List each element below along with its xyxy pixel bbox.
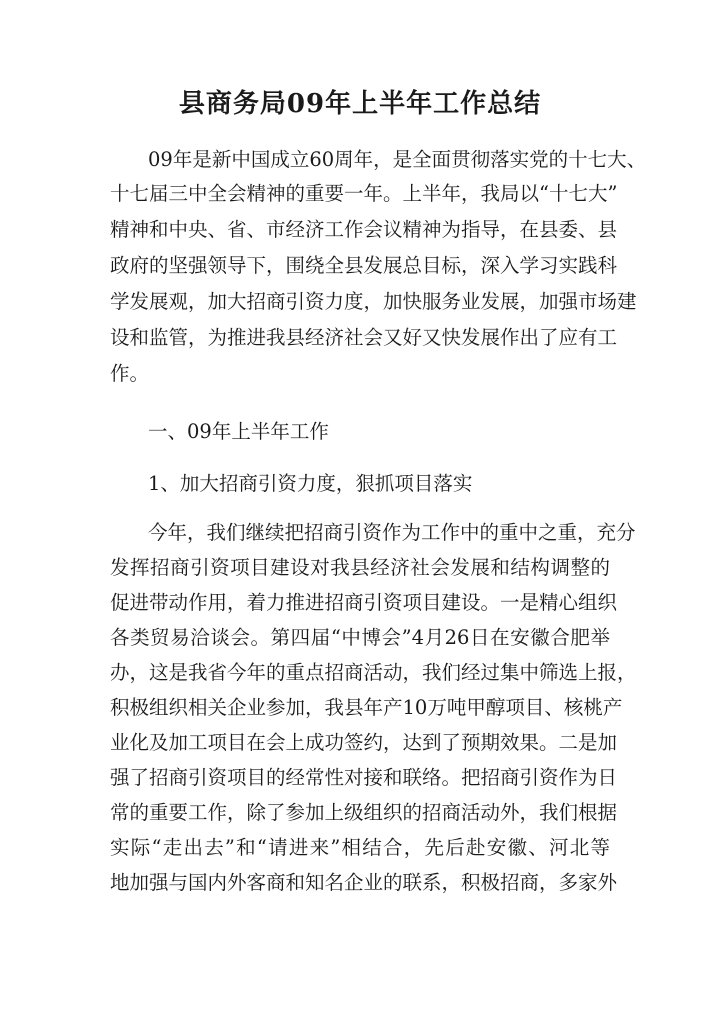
paragraph-2-line-6: 积极组织相关企业参加，我县年产10万吨甲醇项目、核桃产 [110,696,623,719]
document-title: 县商务局09年上半年工作总结 [178,89,542,119]
paragraph-1-line-2: 十七届三中全会精神的重要一年。上半年，我局以“十七大” [110,182,618,205]
paragraph-2-line-10: 实际“走出去”和“请进来”相结合，先后赴安徽、河北等 [110,836,610,859]
paragraph-1-line-1: 09年是新中国成立60周年，是全面贯彻落实党的十七大、 [148,148,647,171]
paragraph-2-line-1: 今年，我们继续把招商引资作为工作中的重中之重，充分 [148,521,636,544]
paragraph-1-line-3: 精神和中央、省、市经济工作会议精神为指导，在县委、县 [110,218,618,241]
paragraph-1-line-6: 设和监管，为推进我县经济社会又好又快发展作出了应有工 [110,326,618,349]
paragraph-1-line-5: 学发展观，加大招商引资力度，加快服务业发展，加强市场建 [110,290,637,313]
paragraph-2-line-4: 各类贸易洽谈会。第四届“中博会”4月26日在安徽合肥举 [110,626,610,649]
subsection-heading: 1、加大招商引资力度，狠抓项目落实 [148,472,473,495]
paragraph-2-line-7: 业化及加工项目在会上成功签约，达到了预期效果。二是加 [110,731,618,754]
paragraph-1-line-7: 作。 [110,362,150,385]
paragraph-2-line-11: 地加强与国内外客商和知名企业的联系，积极招商，多家外 [110,871,618,894]
paragraph-2-line-3: 促进带动作用，着力推进招商引资项目建设。一是精心组织 [110,591,618,614]
paragraph-2-line-9: 常的重要工作，除了参加上级组织的招商活动外，我们根据 [110,801,618,824]
section-heading: 一、09年上半年工作 [148,420,329,443]
paragraph-1-line-4: 政府的坚强领导下，围绕全县发展总目标，深入学习实践科 [110,254,618,277]
paragraph-2-line-5: 办，这是我省今年的重点招商活动，我们经过集中筛选上报， [110,661,637,684]
paragraph-2-line-8: 强了招商引资项目的经常性对接和联络。把招商引资作为日 [110,766,618,789]
paragraph-2-line-2: 发挥招商引资项目建设对我县经济社会发展和结构调整的 [110,556,610,579]
